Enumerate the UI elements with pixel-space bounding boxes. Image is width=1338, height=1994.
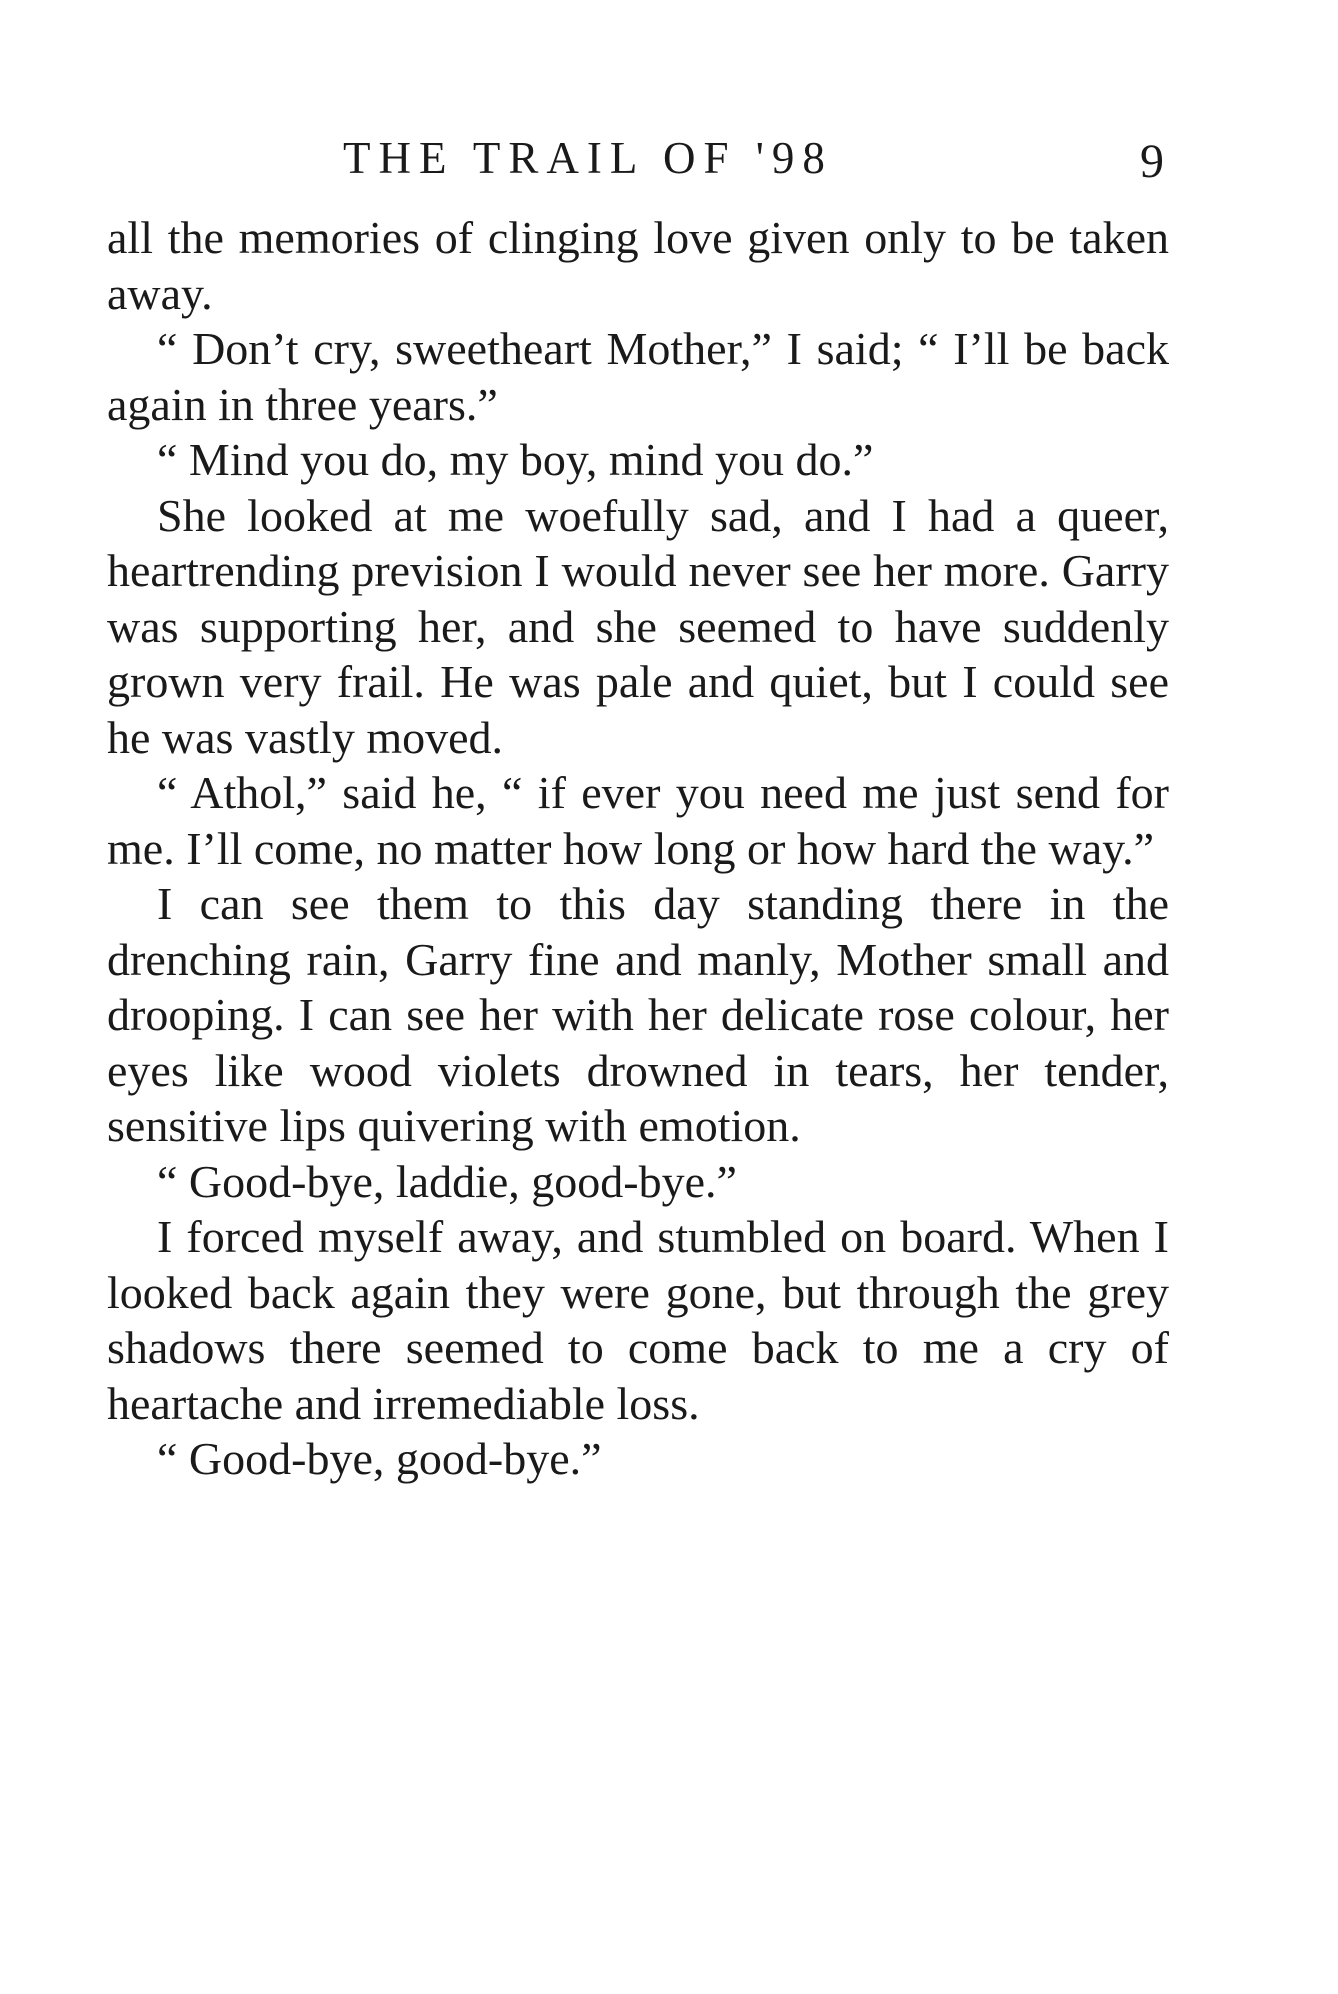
running-title: THE TRAIL OF '98	[343, 133, 833, 183]
paragraph: “ Mind you do, my boy, mind you do.”	[157, 434, 874, 485]
page-number: 9	[1140, 135, 1164, 188]
paragraph: “ Don’t cry, sweetheart Mother,” I said; “ I’ll be back again in three years.”	[107, 323, 1169, 430]
paragraph: She looked at me woefully sad, and I had a queer, heartrending prevision I would never see her more. Garry was supporting her, and she seemed to have suddenly grown very frail. He was pale and quiet, but I could see he was vastly moved.	[107, 489, 1169, 763]
paragraph: all the memories of clinging love given only to be taken away.	[107, 212, 1169, 319]
paragraph: “ Good-bye, good-bye.”	[157, 1433, 602, 1484]
paragraph: I forced myself away, and stumbled on board. When I looked back again they were gone, but through the grey shadows there seemed to come back to me a cry of heartache and irremediable loss.	[107, 1211, 1169, 1429]
paragraph: I can see them to this day standing there in the drenching rain, Garry fine and manly, Mother small and drooping. I can see her with her delicate rose colour, her eyes like wood violets drowned in tears, her tender, sensitive lips quivering with emotion.	[107, 878, 1169, 1151]
paragraph: “ Athol,” said he, “ if ever you need me just send for me. I’ll come, no matter how long or how hard the way.”	[107, 767, 1169, 874]
page-header	[0, 128, 1338, 188]
paragraph: “ Good-bye, laddie, good-bye.”	[157, 1155, 737, 1207]
page-body	[107, 210, 1169, 1487]
